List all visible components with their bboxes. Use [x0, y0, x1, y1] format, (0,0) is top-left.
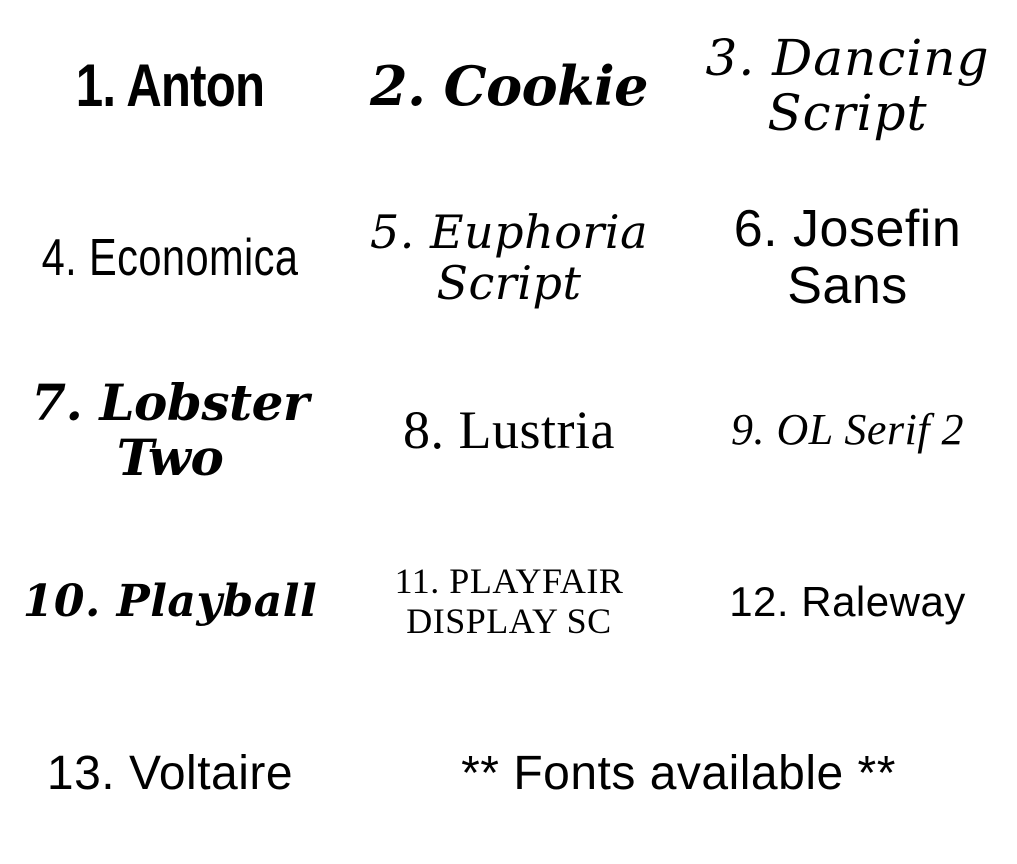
font-sample-josefin-sans [678, 172, 1017, 344]
font-sample-label: 7. Lobster Two [31, 373, 309, 487]
font-sample-label: 11. PLAYFAIR DISPLAY SC [394, 561, 624, 641]
font-sample-ol-serif-2 [678, 344, 1017, 516]
font-sample-dancing-script [678, 0, 1017, 172]
font-sample-playfair-display-sc [340, 516, 678, 688]
font-sample-label: 2. Cookie [370, 53, 648, 118]
font-sample-label: 12. Raleway [729, 578, 966, 626]
font-sample-label: 4. Economica [41, 228, 299, 287]
font-sample-label: 5. Euphoria Script [369, 205, 649, 310]
font-sample-economica [34, 172, 306, 344]
font-sample-anton [31, 0, 310, 172]
font-sample-label: 10. Playball [22, 576, 318, 628]
fonts-available-note [340, 688, 1017, 860]
font-sample-cookie [340, 0, 678, 172]
font-sample-label: 6. Josefin Sans [733, 199, 962, 315]
font-sample-label: 13. Voltaire [46, 747, 294, 801]
font-sample-voltaire [0, 688, 340, 860]
font-sample-label: 9. OL Serif 2 [730, 405, 965, 455]
font-sample-lobster-two [0, 344, 340, 516]
font-sample-label: 8. Lustria [403, 399, 615, 460]
font-sample-lustria [340, 344, 678, 516]
font-sample-raleway [678, 516, 1017, 688]
font-sample-playball [0, 516, 340, 688]
font-sample-euphoria-script [340, 172, 678, 344]
font-sample-label: 3. Dancing Script [705, 29, 990, 142]
font-sample-label: 1. Anton [75, 52, 265, 120]
font-sample-footer-row [0, 688, 1017, 860]
fonts-available-note-label: ** Fonts available ** [461, 747, 896, 801]
